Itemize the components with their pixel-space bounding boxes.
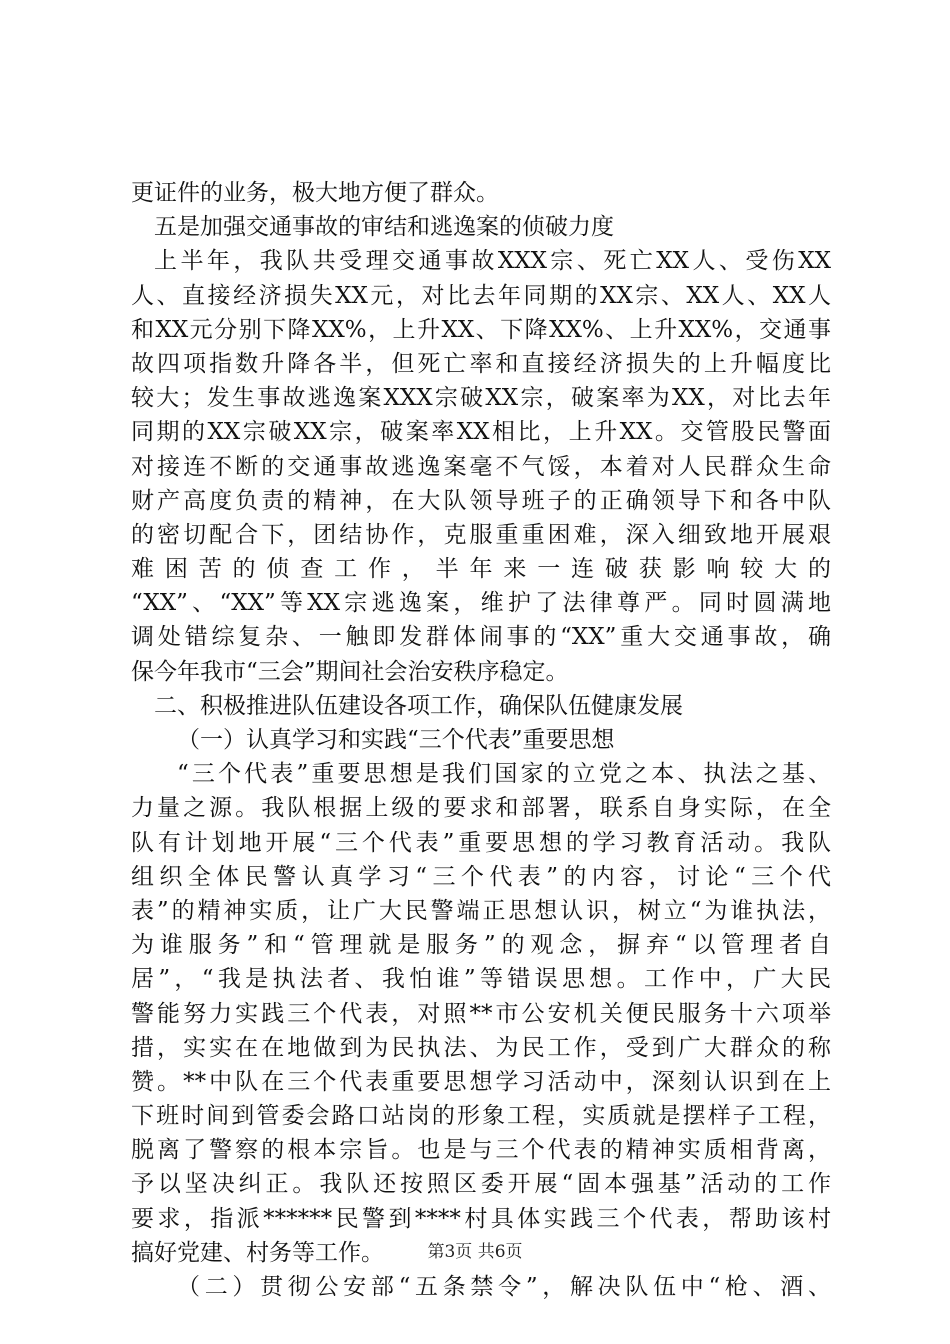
text-line: “XX”、“XX”等XX宗逃逸案，维护了法律尊严。同时圆满地: [131, 590, 831, 617]
text-line: 人、直接经济损失XX元，对比去年同期的XX宗、XX人、XX人: [131, 282, 831, 309]
text-line: 要求，指派******民警到****村具体实践三个代表，帮助该村: [131, 1205, 831, 1232]
text-line: 故四项指数升降各半，但死亡率和直接经济损失的上升幅度比: [131, 350, 831, 377]
text-line: 队有计划地开展“三个代表”重要思想的学习教育活动。我队: [131, 829, 831, 856]
text-line: 的密切配合下，团结协作，克服重重困难，深入细致地开展艰: [131, 521, 831, 548]
text-line: 赞。**中队在三个代表重要思想学习活动中，深刻认识到在上: [131, 1068, 831, 1095]
text-line: “三个代表”重要思想是我们国家的立党之本、执法之基、: [177, 761, 831, 788]
text-line: （一）认真学习和实践“三个代表”重要思想: [177, 727, 615, 753]
text-line: 保今年我市“三会”期间社会治安秩序稳定。: [131, 658, 569, 685]
text-line: 同期的XX宗破XX宗，破案率XX相比，上升XX。交管股民警面: [131, 419, 831, 446]
text-line: 对接连不断的交通事故逃逸案毫不气馁，本着对人民群众生命: [131, 453, 831, 480]
page-footer: 第3页 共6页: [427, 1242, 523, 1262]
text-line: 居”，“我是执法者、我怕谁”等错误思想。工作中，广大民: [131, 966, 831, 993]
text-line: （二）贯彻公安部“五条禁令”，解决队伍中“枪、酒、: [177, 1274, 831, 1300]
text-line: 组织全体民警认真学习“三个代表”的内容，讨论“三个代: [131, 863, 831, 890]
text-line: 五是加强交通事故的审结和逃逸案的侦破力度: [154, 214, 614, 241]
text-line: 调处错综复杂、一触即发群体闹事的“XX”重大交通事故，确: [131, 624, 831, 651]
text-line: 为谁服务”和“管理就是服务”的观念，摒弃“以管理者自: [131, 932, 831, 959]
text-line: 下班时间到管委会路口站岗的形象工程，实质就是摆样子工程，: [131, 1103, 831, 1130]
text-line: 警能努力实践三个代表，对照**市公安机关便民服务十六项举: [131, 1000, 831, 1027]
text-line: 搞好党建、村务等工作。: [131, 1239, 384, 1266]
text-line: 财产高度负责的精神，在大队领导班子的正确领导下和各中队: [131, 487, 831, 514]
text-line: 难困苦的侦查工作，半年来一连破获影响较大的: [131, 556, 831, 583]
document-body: [131, 176, 831, 1304]
text-line: 力量之源。我队根据上级的要求和部署，联系自身实际，在全: [131, 795, 831, 822]
text-line: 二、积极推进队伍建设各项工作，确保队伍健康发展: [154, 692, 683, 719]
text-line: 脱离了警察的根本宗旨。也是与三个代表的精神实质相背离，: [131, 1137, 831, 1164]
text-line: 表”的精神实质，让广大民警端正思想认识，树立“为谁执法，: [131, 897, 831, 924]
text-line: 和XX元分别下降XX%，上升XX、下降XX%、上升XX%，交通事: [131, 316, 831, 343]
text-line: 予以坚决纠正。我队还按照区委开展“固本强基”活动的工作: [131, 1171, 831, 1198]
text-line: 更证件的业务，极大地方便了群众。: [131, 180, 499, 206]
text-line: 较大；发生事故逃逸案XXX宗破XX宗，破案率为XX，对比去年: [131, 385, 831, 412]
text-line: 上半年，我队共受理交通事故XXX宗、死亡XX人、受伤XX: [154, 248, 831, 275]
text-line: 措，实实在在地做到为民执法、为民工作，受到广大群众的称: [131, 1034, 831, 1061]
